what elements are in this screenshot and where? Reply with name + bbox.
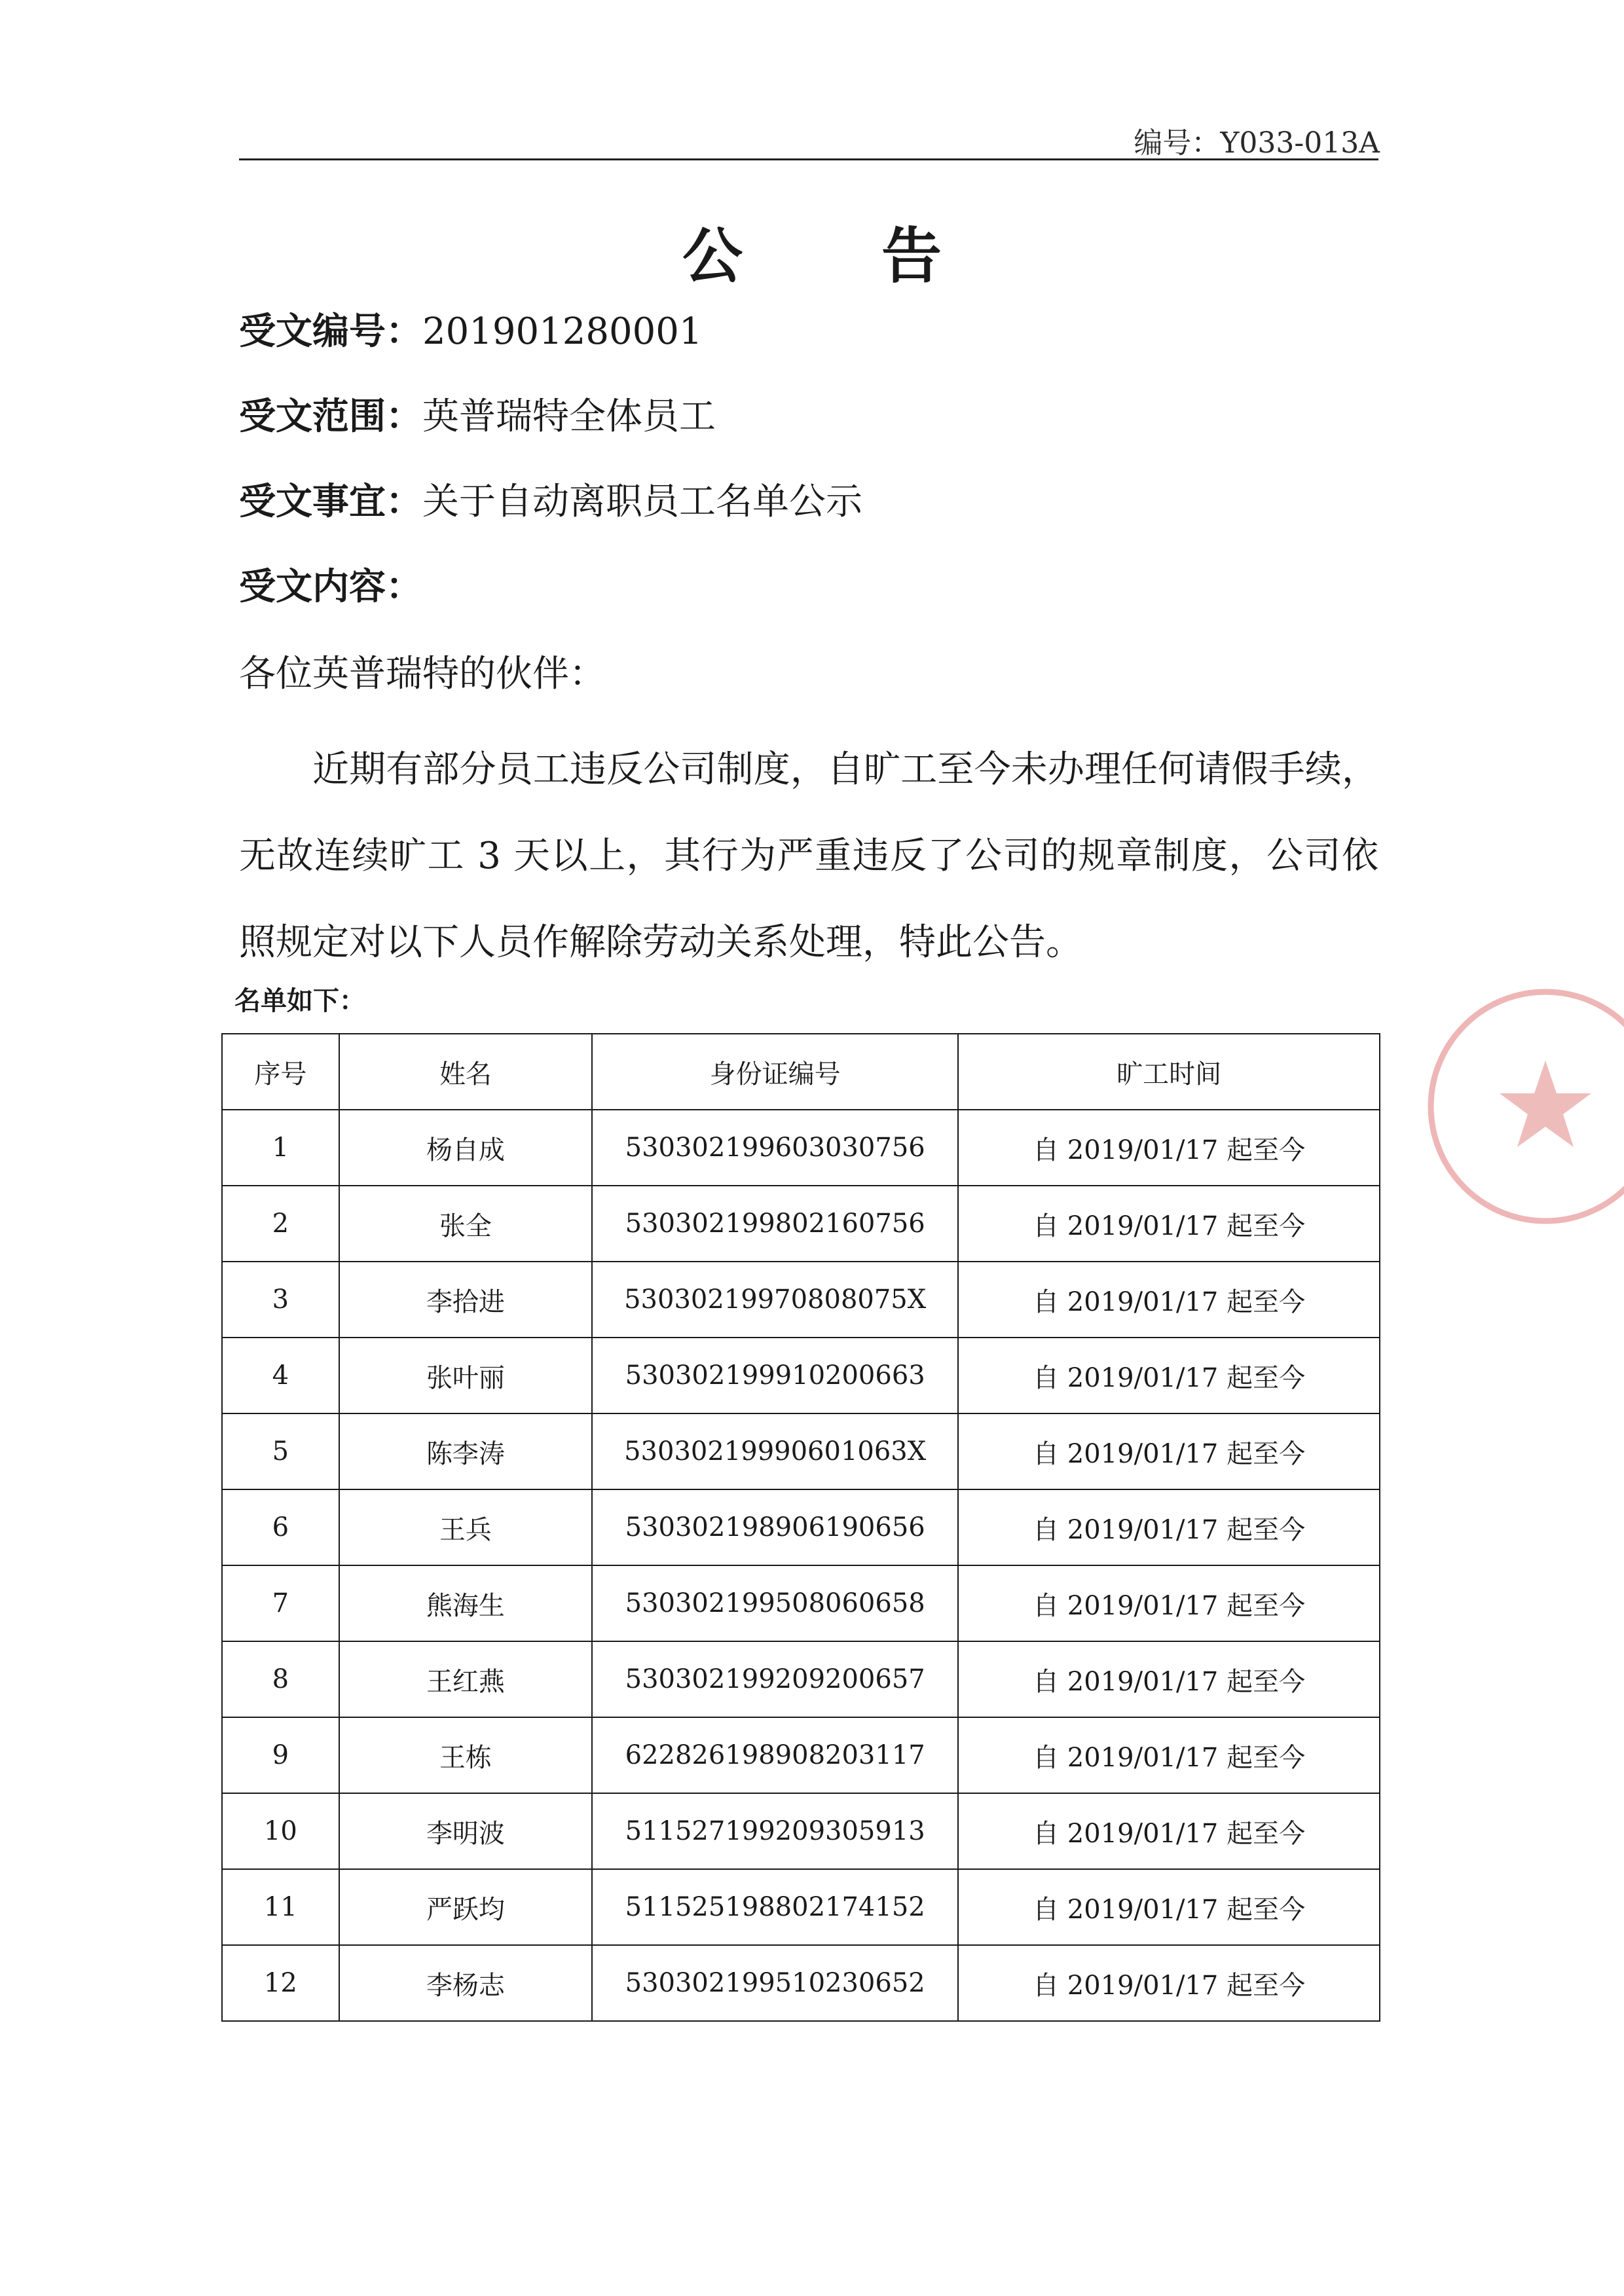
cell-id-number: 530302199910200663 bbox=[592, 1338, 958, 1413]
field-value: 关于自动离职员工名单公示 bbox=[422, 481, 862, 523]
table-row bbox=[222, 1110, 1380, 1186]
greeting: 各位英普瑞特的伙伴： bbox=[239, 653, 606, 695]
table-row bbox=[222, 1869, 1380, 1945]
cell-seq: 8 bbox=[222, 1641, 339, 1717]
seal-star-icon bbox=[1500, 1061, 1591, 1147]
cell-name: 李明波 bbox=[339, 1793, 592, 1869]
column-header-name: 姓名 bbox=[339, 1034, 592, 1110]
column-header-absence-time: 旷工时间 bbox=[958, 1034, 1380, 1110]
field-value: 201901280001 bbox=[422, 310, 703, 353]
field-label: 受文范围： bbox=[239, 395, 422, 438]
field-subject bbox=[239, 473, 862, 525]
cell-name: 杨自成 bbox=[339, 1110, 592, 1186]
table-row bbox=[222, 1338, 1380, 1413]
cell-id-number: 530302199510230652 bbox=[592, 1945, 958, 2021]
cell-name: 熊海生 bbox=[339, 1565, 592, 1641]
cell-id-number: 53030219970808075X bbox=[592, 1262, 958, 1338]
field-content bbox=[239, 558, 422, 610]
cell-name: 王兵 bbox=[339, 1489, 592, 1565]
cell-seq: 7 bbox=[222, 1565, 339, 1641]
table-header-row bbox=[222, 1034, 1380, 1110]
list-caption: 名单如下： bbox=[234, 986, 365, 1016]
cell-name: 李杨志 bbox=[339, 1945, 592, 2021]
cell-id-number: 530302199603030756 bbox=[592, 1110, 958, 1186]
cell-seq: 2 bbox=[222, 1186, 339, 1262]
cell-absence-time: 自 2019/01/17 起至今 bbox=[958, 1186, 1380, 1262]
cell-seq: 5 bbox=[222, 1413, 339, 1489]
table-row bbox=[222, 1717, 1380, 1793]
table-row bbox=[222, 1489, 1380, 1565]
cell-seq: 6 bbox=[222, 1489, 339, 1565]
column-header-id-number: 身份证编号 bbox=[592, 1034, 958, 1110]
cell-absence-time: 自 2019/01/17 起至今 bbox=[958, 1945, 1380, 2021]
cell-absence-time: 自 2019/01/17 起至今 bbox=[958, 1413, 1380, 1489]
field-label: 受文编号： bbox=[239, 310, 422, 353]
table-row bbox=[222, 1793, 1380, 1869]
table-row bbox=[222, 1186, 1380, 1262]
cell-name: 张全 bbox=[339, 1186, 592, 1262]
cell-id-number: 530302198906190656 bbox=[592, 1489, 958, 1565]
field-scope bbox=[239, 388, 716, 440]
cell-id-number: 53030219990601063X bbox=[592, 1413, 958, 1489]
roster-table-body bbox=[222, 1110, 1380, 2021]
cell-id-number: 622826198908203117 bbox=[592, 1717, 958, 1793]
cell-name: 李拾进 bbox=[339, 1262, 592, 1338]
roster-table bbox=[221, 1033, 1380, 2022]
cell-name: 陈李涛 bbox=[339, 1413, 592, 1489]
column-header-seq: 序号 bbox=[222, 1034, 339, 1110]
field-document-number bbox=[239, 302, 703, 355]
cell-absence-time: 自 2019/01/17 起至今 bbox=[958, 1869, 1380, 1945]
cell-absence-time: 自 2019/01/17 起至今 bbox=[958, 1641, 1380, 1717]
cell-name: 王红燕 bbox=[339, 1641, 592, 1717]
cell-absence-time: 自 2019/01/17 起至今 bbox=[958, 1489, 1380, 1565]
cell-absence-time: 自 2019/01/17 起至今 bbox=[958, 1565, 1380, 1641]
company-seal-stamp bbox=[1395, 969, 1624, 1296]
cell-id-number: 530302199209200657 bbox=[592, 1641, 958, 1717]
table-row bbox=[222, 1641, 1380, 1717]
cell-seq: 12 bbox=[222, 1945, 339, 2021]
cell-seq: 11 bbox=[222, 1869, 339, 1945]
cell-absence-time: 自 2019/01/17 起至今 bbox=[958, 1793, 1380, 1869]
cell-absence-time: 自 2019/01/17 起至今 bbox=[958, 1338, 1380, 1413]
cell-absence-time: 自 2019/01/17 起至今 bbox=[958, 1717, 1380, 1793]
cell-seq: 10 bbox=[222, 1793, 339, 1869]
cell-id-number: 530302199508060658 bbox=[592, 1565, 958, 1641]
cell-seq: 9 bbox=[222, 1717, 339, 1793]
cell-absence-time: 自 2019/01/17 起至今 bbox=[958, 1110, 1380, 1186]
field-label: 受文内容： bbox=[239, 566, 422, 608]
table-row bbox=[222, 1413, 1380, 1489]
cell-id-number: 511525198802174152 bbox=[592, 1869, 958, 1945]
cell-name: 严跃均 bbox=[339, 1869, 592, 1945]
table-row bbox=[222, 1565, 1380, 1641]
cell-seq: 1 bbox=[222, 1110, 339, 1186]
cell-name: 王栋 bbox=[339, 1717, 592, 1793]
header-rule bbox=[239, 158, 1378, 160]
cell-name: 张叶丽 bbox=[339, 1338, 592, 1413]
field-label: 受文事宜： bbox=[239, 481, 422, 523]
cell-seq: 3 bbox=[222, 1262, 339, 1338]
document-number: 编号：Y033-013A bbox=[1134, 126, 1380, 160]
cell-id-number: 511527199209305913 bbox=[592, 1793, 958, 1869]
cell-absence-time: 自 2019/01/17 起至今 bbox=[958, 1262, 1380, 1338]
body-paragraph: 近期有部分员工违反公司制度，自旷工至今未办理任何请假手续，无故连续旷工 3 天以上，其行为严重违反了公司的规章制度，公司依照规定对以下人员作解除劳动关系处理，特此公告。 bbox=[239, 748, 1378, 964]
cell-id-number: 530302199802160756 bbox=[592, 1186, 958, 1262]
cell-seq: 4 bbox=[222, 1338, 339, 1413]
table-row bbox=[222, 1262, 1380, 1338]
field-value: 英普瑞特全体员工 bbox=[422, 395, 716, 438]
table-row bbox=[222, 1945, 1380, 2021]
page-title: 公 告 bbox=[682, 221, 1001, 291]
